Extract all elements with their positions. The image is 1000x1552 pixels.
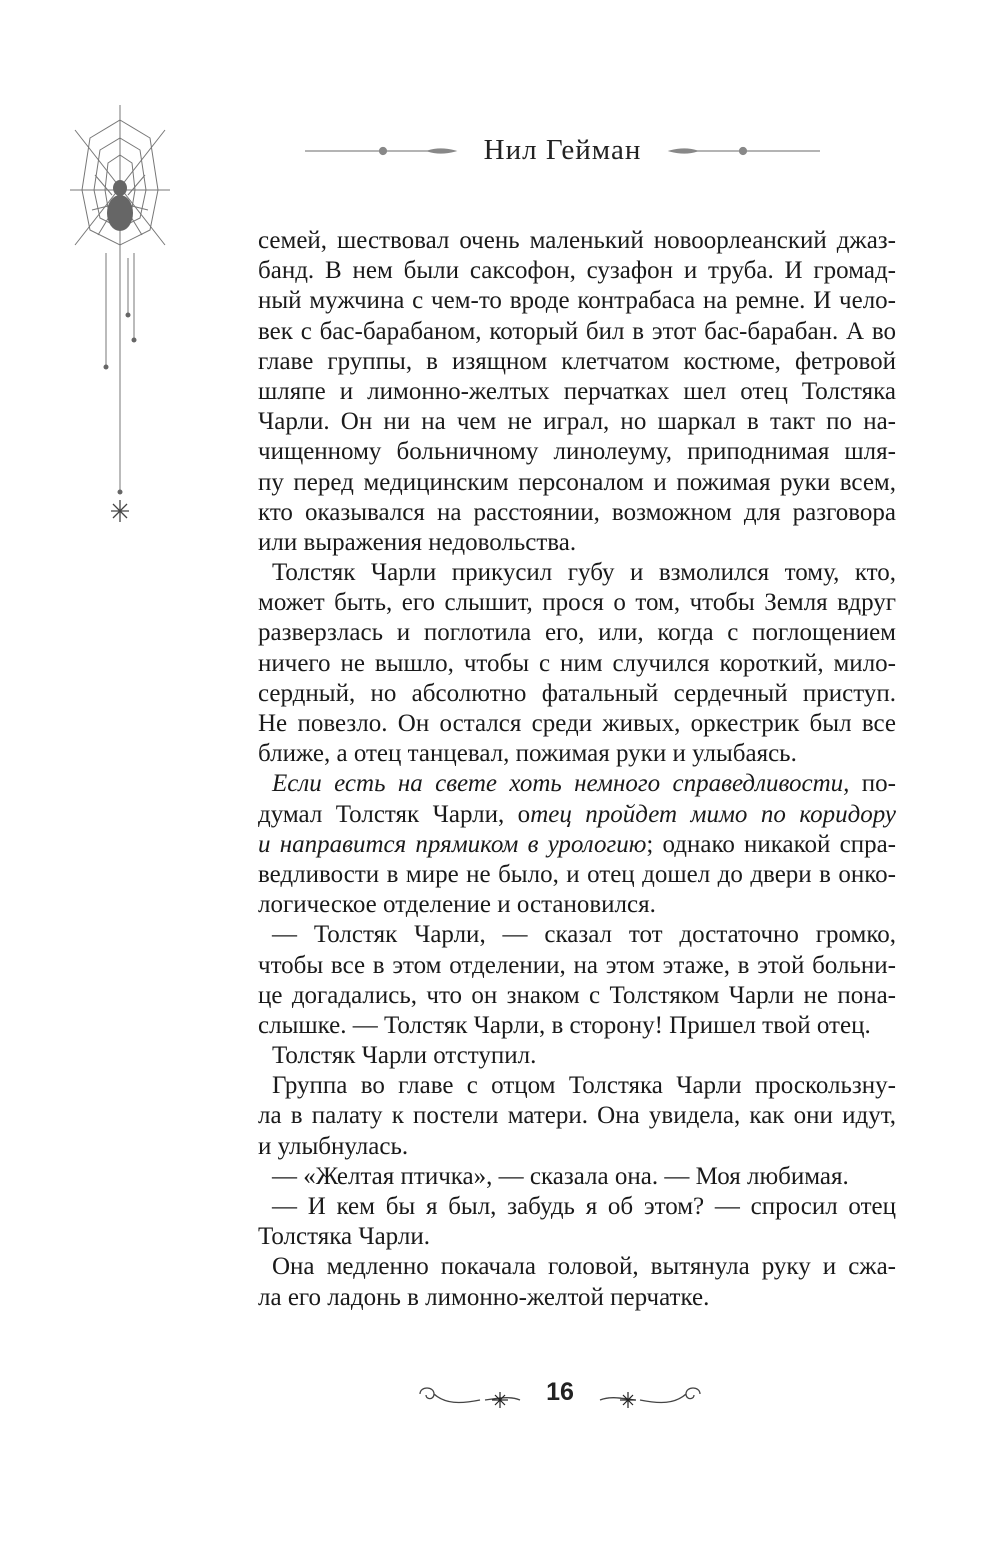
italic-text: и направится прямиком в урологию [258, 830, 647, 858]
text-line [258, 830, 896, 860]
paragraph [258, 1162, 896, 1192]
text-line: чтобы все в этом отделении, на этом этаже, в этой больни- [258, 951, 896, 979]
text-line: Толстяк Чарли отступил. [272, 1042, 537, 1070]
paragraph [258, 1041, 896, 1071]
text-line [258, 800, 896, 830]
text-line: Группа во главе с отцом Толстяка Чарли проскользну- [272, 1072, 896, 1100]
text-line: чищенному больничному линолеуму, приподнимая шля- [258, 438, 896, 466]
paragraph [258, 769, 896, 920]
italic-text: тец пройдет мимо по коридору [530, 800, 896, 828]
text-line: ный мужчина с чем-то вроде контрабаса на ремне. И чело- [258, 287, 896, 315]
text-line: — Толстяк Чарли, — сказал тот достаточно громко, [272, 921, 896, 949]
text-line: ничего не вышло, чтобы с ним случился короткий, мило- [258, 649, 896, 677]
running-title: Нил Гейман [483, 134, 642, 166]
text-line: или выражения недовольства. [258, 528, 577, 556]
text-line: Толстяк Чарли прикусил губу и взмолился тому, кто, [272, 559, 896, 587]
text-line: це догадались, что он знаком с Толстяком Чарли не пона- [258, 981, 896, 1009]
text-span: думал Толстяк Чарли, о [258, 800, 531, 828]
text-line: логическое отделение и остановился. [258, 891, 656, 919]
text-line: Чарли. Он ни на чем не играл, но шаркал в такт по на- [258, 408, 896, 436]
text-line: семей, шествовал очень маленький новоорлеанский джаз- [258, 227, 896, 254]
text-line: ближе, а отец танцевал, пожимая руки и улыбаясь. [258, 740, 797, 768]
text-line: Она медленно покачала головой, вытянула руку и сжа- [272, 1253, 896, 1281]
text-line: кто оказывался на расстоянии, возможном для разговора [258, 498, 896, 526]
text-line: главе группы, в изящном клетчатом костюме, фетровой [258, 347, 896, 375]
text-line: сердный, но абсолютно фатальный сердечный приступ. [258, 679, 896, 707]
running-header [300, 128, 825, 176]
text-line: ведливости в мире не было, и отец дошел до двери в онко- [258, 860, 896, 888]
text-span: ; однако никакой спра- [646, 830, 896, 858]
text-line: — «Желтая птичка», — сказала она. — Моя любимая. [272, 1162, 849, 1190]
italic-text: Если есть на свете хоть немного справедливости, [272, 770, 850, 798]
page-footer [400, 1372, 720, 1420]
paragraph [258, 558, 896, 769]
paragraph [258, 226, 896, 558]
paragraph [258, 1071, 896, 1162]
text-line: пу перед медицинским персоналом и пожимая руки всем, [258, 468, 896, 496]
text-line: может быть, его слышит, прося о том, чтобы Земля вдруг [258, 589, 896, 617]
page-body-text [258, 226, 896, 1313]
text-line [258, 769, 896, 799]
text-line: ла в палату к постели матери. Она увидела, как они идут, [258, 1102, 896, 1130]
text-line: век с бас-барабаном, который бил в этот бас-барабан. А во [258, 317, 896, 345]
paragraph [258, 1252, 896, 1312]
text-line: шляпе и лимонно-желтых перчатках шел отец Толстяка [258, 377, 896, 405]
spider-web-ornament-icon [70, 100, 170, 530]
paragraph [258, 1192, 896, 1252]
text-line: Толстяка Чарли. [258, 1223, 430, 1251]
text-line: банд. В нем были саксофон, сузафон и труба. И громад- [258, 257, 896, 285]
page-number: 16 [546, 1378, 574, 1406]
text-line: Не повезло. Он остался среди живых, оркестрик был все [258, 710, 896, 737]
text-line: — И кем бы я был, забудь я об этом? — спросил отец [272, 1193, 896, 1220]
text-span: по- [849, 770, 896, 798]
paragraph [258, 920, 896, 1041]
text-line: и улыбнулась. [258, 1132, 409, 1160]
text-line: ла его ладонь в лимонно-желтой перчатке. [258, 1283, 710, 1311]
text-line: разверзлась и поглотила его, или, когда с поглощением [258, 619, 896, 647]
text-line: слышке. — Толстяк Чарли, в сторону! Пришел твой отец. [258, 1011, 871, 1039]
